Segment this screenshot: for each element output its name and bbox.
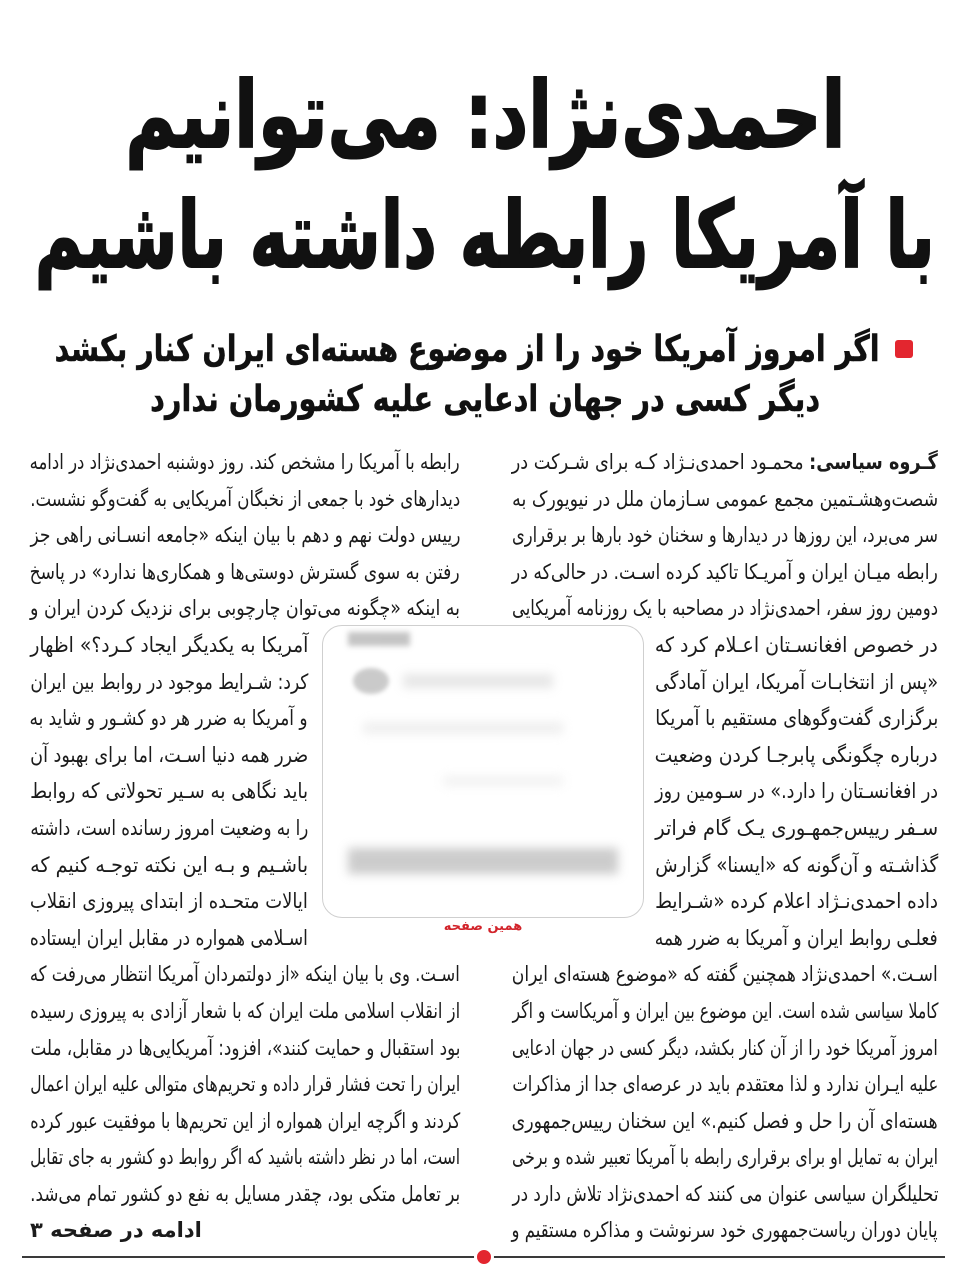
line-text: دیدارهای خود با جمعی از نخبگان آمریکایی به گفت‌وگو نشست. [29, 486, 460, 511]
line-text: رییس دولت نهم و دهم با بیان اینکه «جامعه انسـانی راهی جز [29, 523, 460, 548]
text-line [30, 664, 308, 701]
line-text: سـفر رییس‌جمهـوری یـک گام فراتر [655, 815, 938, 840]
blurred-content [403, 674, 553, 688]
text-line [655, 773, 938, 810]
subheadline-text: اگر امروز آمریکا خود را از موضوع هسته‌ای ایران کنار بکشد [55, 329, 880, 370]
line-text: به اینکه «چگونه می‌توان چارچوبی برای نزدیک کردن ایران و [30, 596, 460, 621]
line-text: اسـت. وی با بیان اینکه «از دولتمردان آمریکا انتظار می‌رفت که [30, 962, 460, 987]
line-text: ضرر همه دنیا اسـت، اما برای بهبود آن [29, 742, 308, 767]
text-line [655, 883, 938, 920]
line-text: سر می‌برد، این روزها در دیدارها و سخنان خود بارها بر برقراری [511, 523, 938, 548]
line-text: بود استقبال و حمایت کنند»، افزود: آمریکایی‌ها در مقابل، ملت [30, 1035, 460, 1060]
line-text: رفتن به سوی گسترش دوستی‌ها و همکاری‌ها ندارد» در پاسخ [29, 559, 460, 584]
text-line [512, 1103, 938, 1140]
text-line [30, 700, 308, 737]
text-line [30, 1030, 460, 1067]
blurred-content [353, 668, 389, 694]
text-line [30, 590, 460, 627]
line-text: داده احمدی‌نـژاد اعلام کرده «شـرایط [655, 889, 938, 914]
text-line [512, 1066, 938, 1103]
text-line [30, 1176, 460, 1213]
text-line [30, 956, 460, 993]
blurred-content [348, 848, 618, 874]
line-text: اسـت.» احمدی‌نژاد همچنین گفته که «موضوع هسته‌ای ایران [512, 962, 938, 987]
text-line [512, 1030, 938, 1067]
blurred-content [443, 776, 563, 786]
text-line [512, 444, 938, 481]
text-line [512, 554, 938, 591]
line-text: اسـلامی همواره در مقابل ایران ایستاده [30, 925, 308, 950]
line-text: در افغانسـتان را دارد.» در سـومین روز [655, 779, 938, 804]
line-text: ایران را تحت فشار قرار داده و تحریم‌های متوالی علیه ایران اعمال [29, 1072, 460, 1097]
text-line [30, 847, 308, 884]
text-line [30, 1066, 460, 1103]
headline-text: با آمریکا رابطه داشته باشیم [34, 182, 935, 289]
blurred-content [363, 722, 563, 734]
line-text-rest: محمـود احمدی‌نـژاد کـه برای شـرکت در [512, 450, 804, 474]
subheadline-text: دیگر کسی در جهان ادعایی علیه کشورمان ندارد [150, 379, 820, 420]
text-line [30, 517, 460, 554]
headline-line [35, 176, 935, 296]
text-line [655, 664, 938, 701]
text-line [30, 1139, 460, 1176]
line-text: کردند و اگرچه ایران همواره از این تحریم‌ها با موفقیت عبور کرده [30, 1108, 460, 1133]
line-text: و آمریکا به ضرر هر دو کشـور و شاید به [29, 706, 308, 731]
line-text: در خصوص افغانسـتان اعـلام کرد که [655, 632, 938, 657]
text-line [512, 1176, 938, 1213]
text-line [30, 1103, 460, 1140]
subheadline-line [55, 326, 880, 374]
line-text: است، اما در نظر داشته باشید که اگر روابط دو کشور به جای تقابل [29, 1145, 460, 1170]
line-text: فعلـی روابط ایران و آمریکا به ضرر همه [654, 925, 938, 950]
text-line [30, 883, 308, 920]
line-text: گذاشـته و آن‌گونه که «ایسنا» گزارش [654, 852, 938, 877]
line-text: ایالات متحـده از ابتدای پیروزی انقلاب [30, 889, 308, 914]
line-text: رابطه میـان ایران و آمریـکا تاکید کرده اسـت. در حالی‌که در [511, 559, 938, 584]
text-line [512, 590, 938, 627]
headline-line [125, 58, 845, 173]
continuation-text: ادامه در صفحه ۳ [30, 1218, 202, 1243]
subheadline-line [150, 376, 820, 424]
line-text: تحلیلگران سیاسی عنوان می کنند که احمدی‌نژاد تلاش دارد در [512, 1181, 938, 1206]
blurred-content [348, 632, 410, 646]
text-line [30, 481, 460, 518]
text-line [30, 993, 460, 1030]
line-text: بر تعامل متکی بود، چقدر مسایل به نفع دو کشور تمام می‌شد. [29, 1181, 460, 1206]
text-line [655, 700, 938, 737]
inset-box [322, 625, 644, 918]
line-text: شصت‌وهشـتمین مجمع عمومی سـازمان ملل در نیویورک به [512, 486, 938, 511]
continuation-note [30, 1212, 460, 1249]
text-line [30, 773, 308, 810]
line-text: ایران به تمایل او برای برقراری رابطه با آمریکا تعبیر شده و برخی [512, 1145, 938, 1170]
text-line [30, 627, 308, 664]
line-text: آمریکا به یکدیگر ایجاد کـرد؟» اظهار [30, 632, 308, 657]
line-text: هسته‌ای آن را حل و فصل کنیم.» این سخنان رییس‌جمهوری [511, 1108, 938, 1133]
text-line [512, 481, 938, 518]
line-text: برگزاری گفت‌وگوهای مستقیم با آمریکا [654, 706, 938, 731]
red-bullet-marker [895, 340, 913, 358]
text-line [30, 444, 460, 481]
line-text: پایان دوران ریاست‌جمهوری خود سرنوشت و مذاکره مستقیم و [511, 1218, 938, 1243]
text-line [512, 956, 938, 993]
bottom-rule-dot [474, 1247, 494, 1267]
text-line [512, 1139, 938, 1176]
text-line [512, 993, 938, 1030]
line-text [512, 444, 938, 481]
line-text: امروز آمریکا خود را از آن کنار بکشد، دیگر کسی در جهان ادعایی [512, 1035, 938, 1060]
text-line [655, 847, 938, 884]
headline-text: احمدی‌نژاد: می‌توانیم [125, 62, 845, 169]
text-line [655, 627, 938, 664]
text-line [30, 920, 308, 957]
line-text: رابطه با آمریکا را مشخص کند. روز دوشنبه احمدی‌نژاد در ادامه [29, 450, 460, 474]
line-text: دومین روز سفر، احمدی‌نژاد در مصاحبه با یک روزنامه آمریکایی [512, 596, 938, 621]
text-line [30, 737, 308, 774]
section-label: گـروه سیاسی: [809, 450, 938, 474]
line-text: کاملا سیاسی شده است. این موضوع بین ایران و آمریکاست و اگر [512, 998, 938, 1023]
inset-caption: همین صفحه [443, 919, 523, 934]
text-line [655, 810, 938, 847]
text-line [512, 517, 938, 554]
line-text: کرد: شـرایط موجود در روابط بین ایران [29, 669, 308, 694]
line-text: «پس از انتخابـات آمریکا، ایران آمادگی [655, 669, 938, 694]
line-text: باشـیم و بـه این نکته توجـه کنیم که [29, 852, 308, 877]
text-line [655, 737, 938, 774]
line-text: علیه ایـران ندارد و لذا معتقدم باید در عرصه‌ای جدا از مذاکرات [511, 1072, 938, 1097]
text-line [30, 810, 308, 847]
line-text: از انقلاب اسلامی ملت ایران که با شعار آزادی به پیروزی رسیده [30, 998, 460, 1023]
line-text: را به وضعیت امروز رسانده است، داشته [29, 815, 308, 840]
text-line [655, 920, 938, 957]
line-text: درباره چگونگی پابرجـا کردن وضعیت [654, 742, 938, 767]
line-text: باید نگاهی به سـیر تحولاتی که روابط [30, 779, 308, 804]
text-line [512, 1212, 938, 1249]
text-line [30, 554, 460, 591]
